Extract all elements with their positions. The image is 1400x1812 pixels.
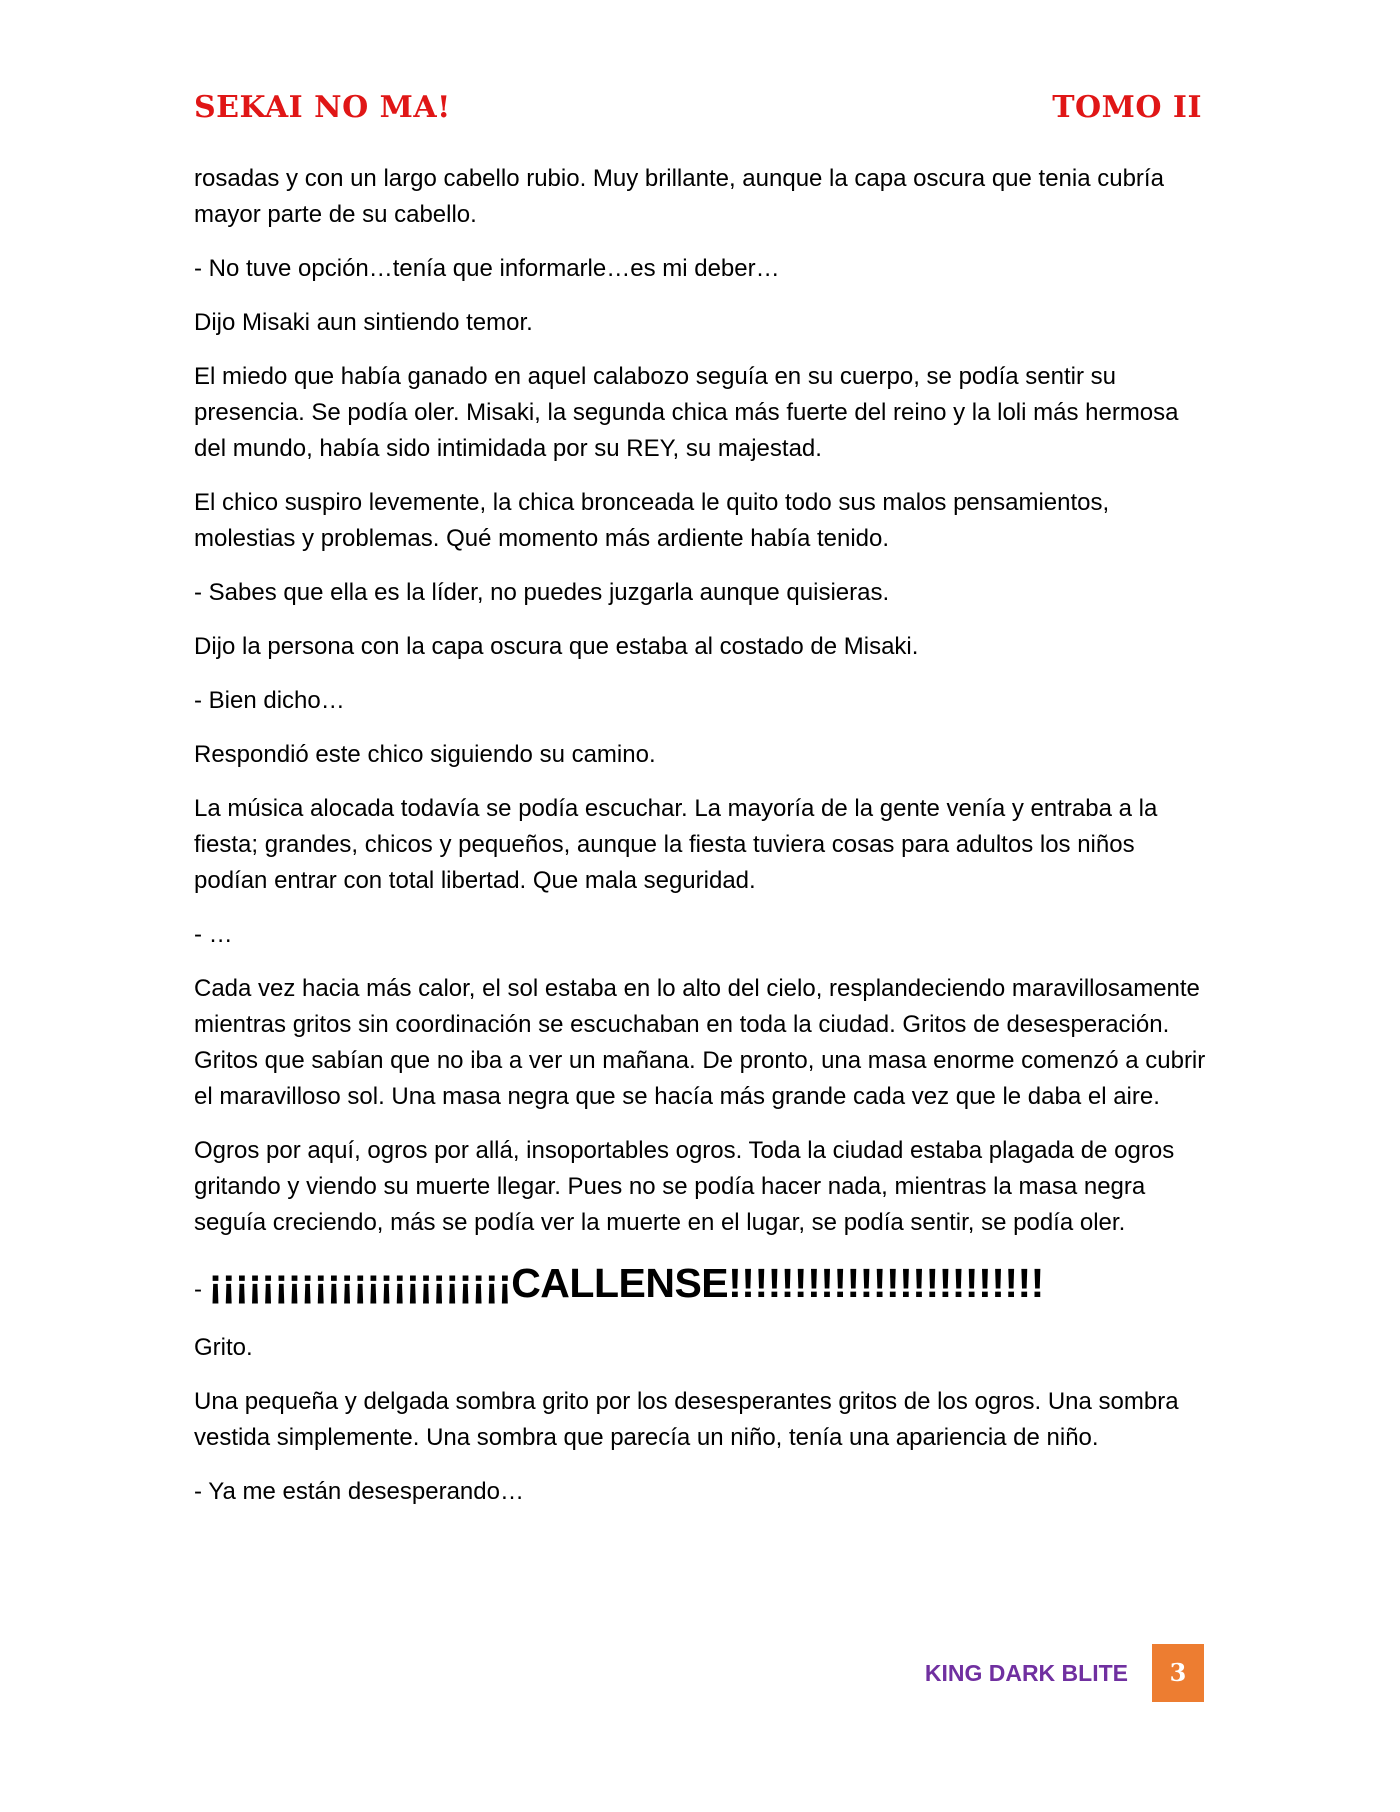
paragraph: Ogros por aquí, ogros por allá, insoportables ogros. Toda la ciudad estaba plagada de ogros gritando y viendo su muerte llegar. Pues no se podía hacer nada, mientras la masa negra seguía creciendo, más se podía ver la muerte en el lugar, se podía sentir, se podía oler. (194, 1137, 1175, 1236)
shout-line (194, 1259, 1206, 1314)
paragraph: - Ya me están desesperando… (194, 1478, 524, 1505)
page-body (194, 161, 1206, 1528)
volume-label: TOMO II (1052, 90, 1202, 125)
paragraph: Grito. (194, 1334, 253, 1361)
paragraph: - … (194, 921, 233, 948)
book-title: SEKAI NO MA! (194, 90, 451, 125)
shout-text: ¡¡¡¡¡¡¡¡¡¡¡¡¡¡¡¡¡¡¡¡¡¡¡CALLENSE!!!!!!!!!!!!!!!!!!!!!!!! (208, 1260, 1044, 1306)
page-number: 3 (1152, 1644, 1204, 1702)
page-header (194, 88, 1202, 128)
paragraph: - Sabes que ella es la líder, no puedes juzgarla aunque quisieras. (194, 579, 890, 606)
author-name: KING DARK BLITE (924, 1660, 1128, 1686)
paragraph: - Bien dicho… (194, 687, 345, 714)
paragraph: Dijo Misaki aun sintiendo temor. (194, 309, 533, 336)
paragraph: El miedo que había ganado en aquel calabozo seguía en su cuerpo, se podía sentir su presencia. Se podía oler. Misaki, la segunda chica más fuerte del reino y la loli más hermosa del mundo, había sido intimidada por su REY, su majestad. (194, 363, 1179, 462)
paragraph: Una pequeña y delgada sombra grito por los desesperantes gritos de los ogros. Una sombra vestida simplemente. Una sombra que parecía un niño, tenía una apariencia de niño. (194, 1388, 1179, 1451)
paragraph: El chico suspiro levemente, la chica bronceada le quito todo sus malos pensamientos, molestias y problemas. Qué momento más ardiente había tenido. (194, 489, 1110, 552)
paragraph: La música alocada todavía se podía escuchar. La mayoría de la gente venía y entraba a la fiesta; grandes, chicos y pequeños, aunque la fiesta tuviera cosas para adultos los niños podían entrar con total libertad. Que mala seguridad. (194, 795, 1158, 894)
paragraph: - No tuve opción…tenía que informarle…es mi deber… (194, 255, 780, 282)
paragraph: Respondió este chico siguiendo su camino. (194, 741, 656, 768)
paragraph: Dijo la persona con la capa oscura que estaba al costado de Misaki. (194, 633, 919, 660)
shout-dash: - (194, 1276, 209, 1303)
paragraph: Cada vez hacia más calor, el sol estaba en lo alto del cielo, resplandeciendo maravillosamente mientras gritos sin coordinación se escuchaban en toda la ciudad. Gritos de desesperación. Gritos que sabían que no iba a ver un mañana. De pronto, una masa enorme comenzó a cubrir el maravilloso sol. Una masa negra que se hacía más grande cada vez que le daba el aire. (194, 975, 1206, 1110)
paragraph: rosadas y con un largo cabello rubio. Muy brillante, aunque la capa oscura que tenia cubría mayor parte de su cabello. (194, 165, 1164, 228)
